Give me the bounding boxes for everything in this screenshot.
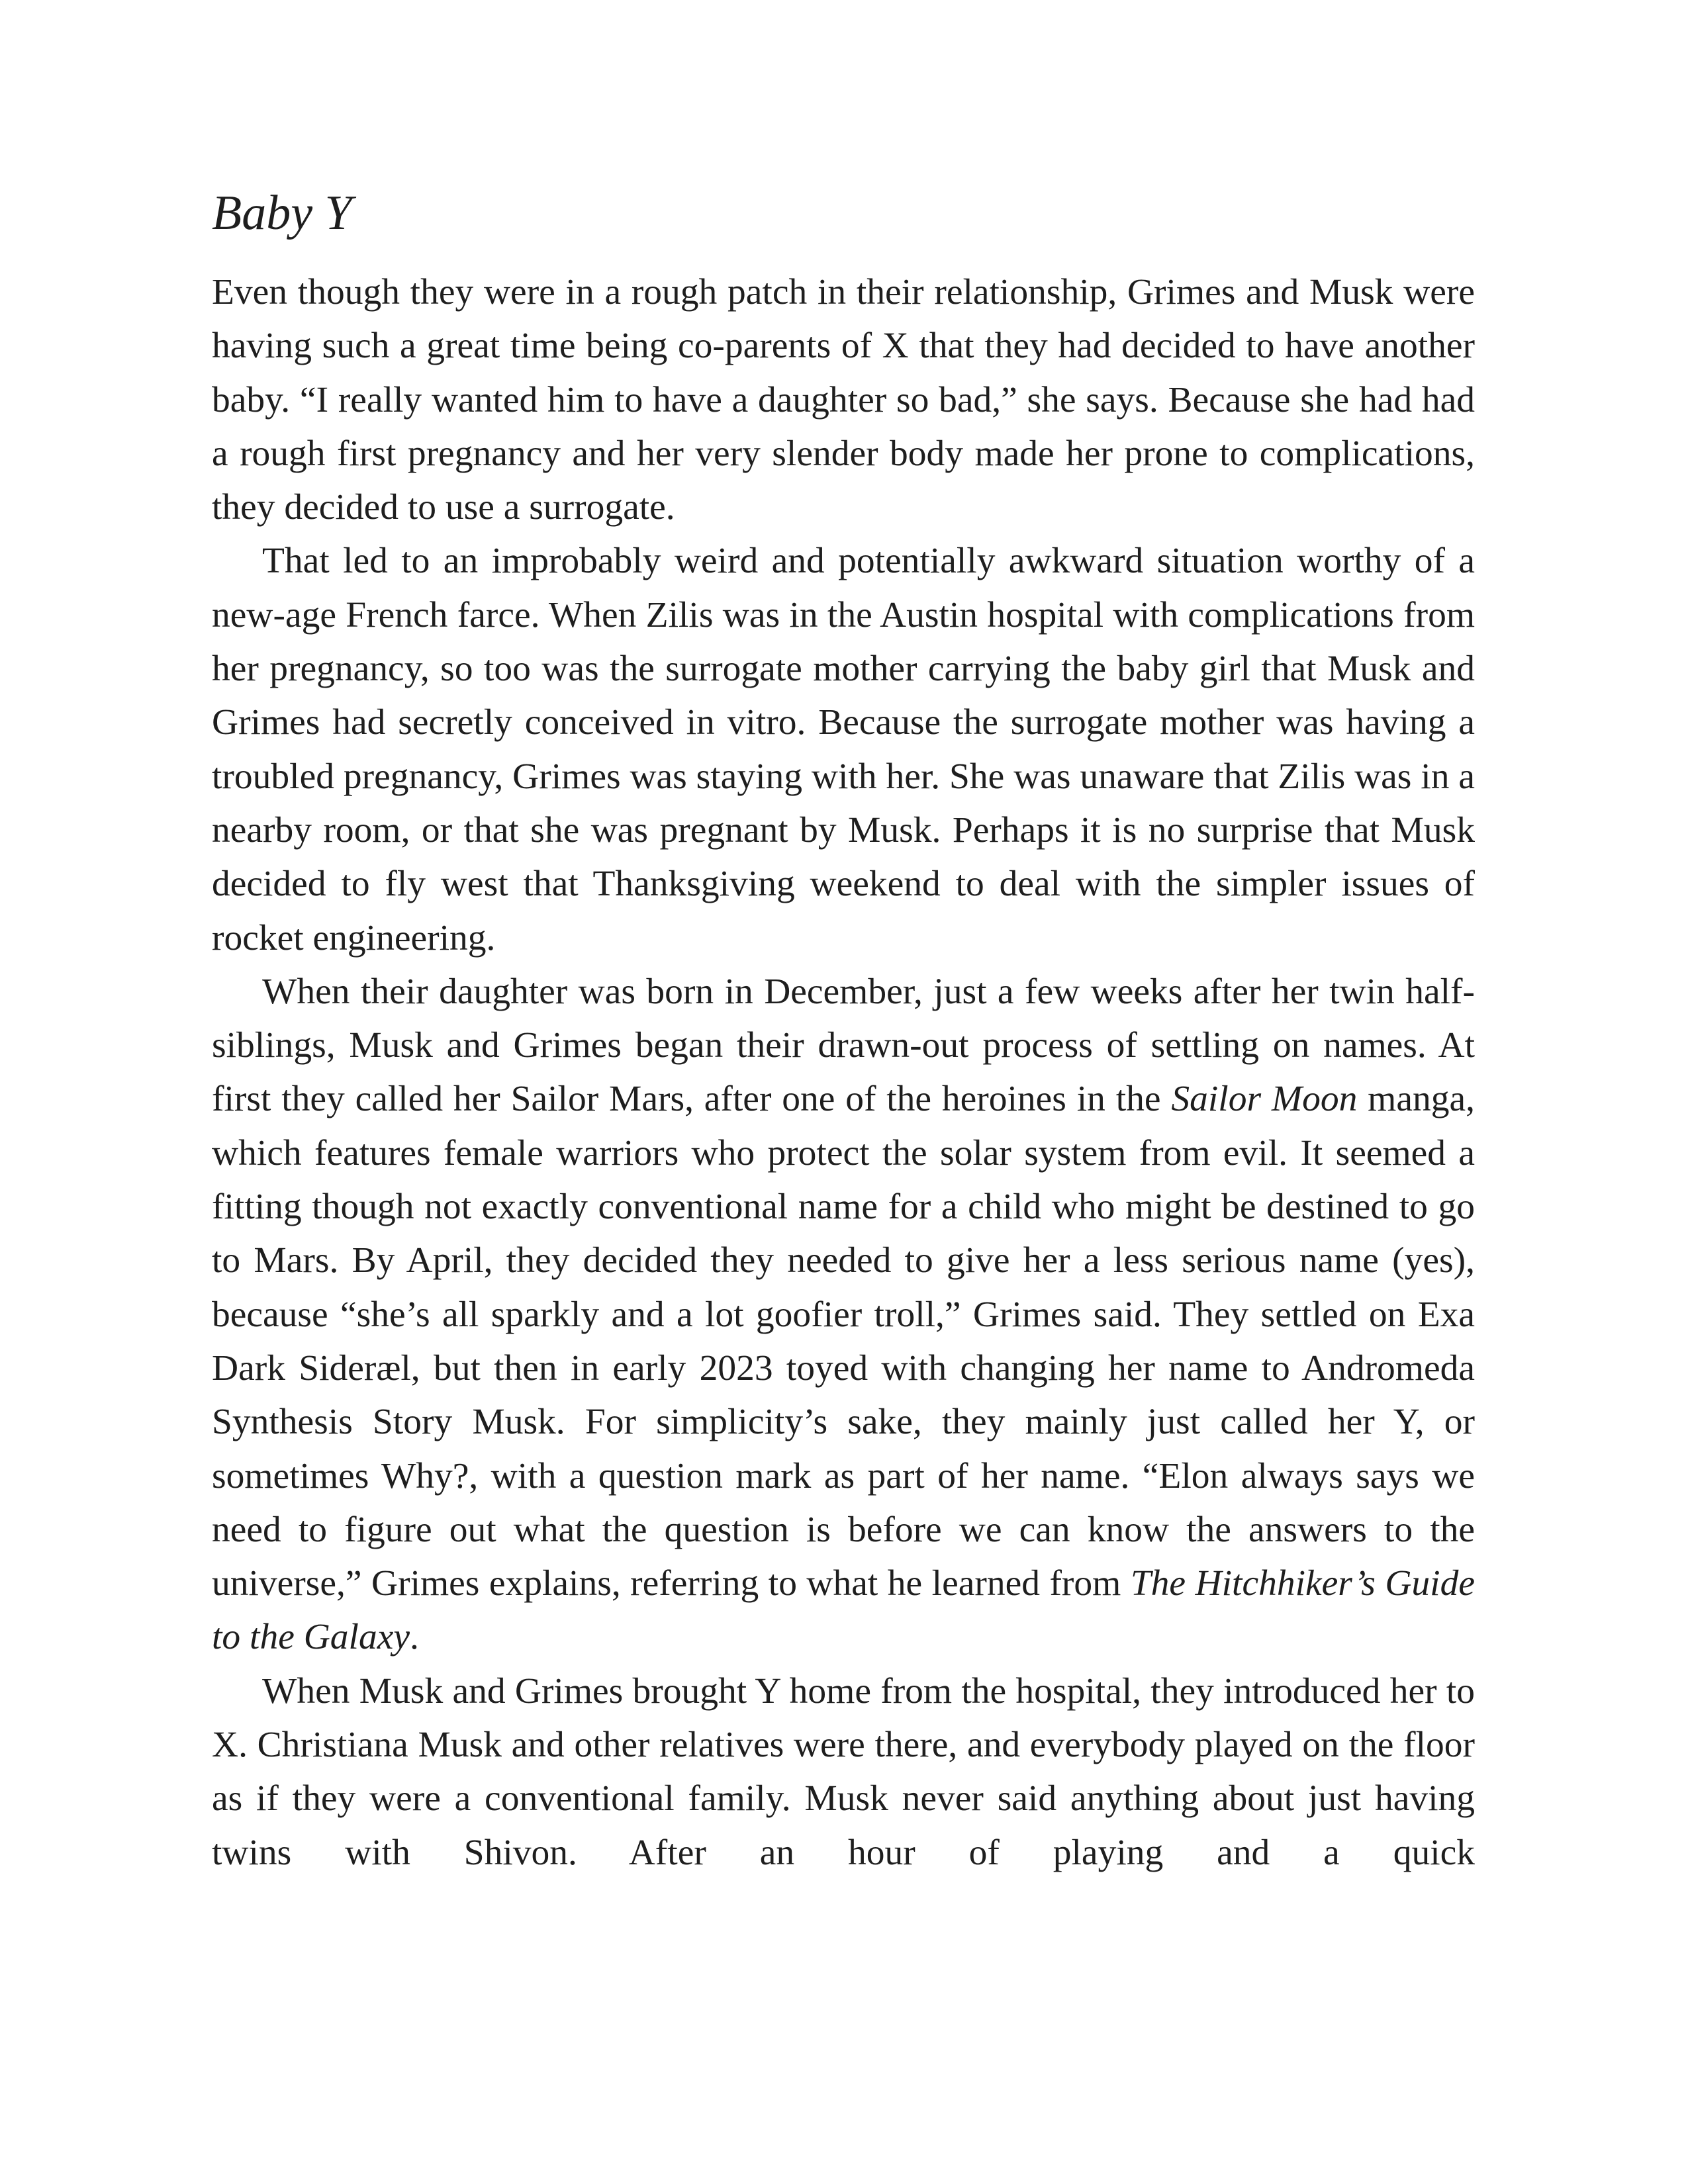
paragraph-2 xyxy=(212,534,1475,964)
paragraph-1 xyxy=(212,265,1475,534)
paragraph-3-text-a: When their daughter was born in December, just a few weeks after her twin half-siblings, Musk and Grimes began their drawn-out process of settling on names. At first they called her Sailor Mars, after one of the heroines in the xyxy=(212,971,1475,1120)
book-page xyxy=(212,186,1475,1880)
sailor-moon-title: Sailor Moon xyxy=(1171,1079,1358,1120)
paragraph-3 xyxy=(212,965,1475,1664)
paragraph-4 xyxy=(212,1664,1475,1880)
paragraph-4-text: When Musk and Grimes brought Y home from the hospital, they introduced her to X. Christiana Musk and other relatives were there, and everybody played on the floor as if they were a conventional family. Musk never said anything about just having twins with Shivon. After an hour of playing and a quick xyxy=(212,1670,1475,1873)
hitchhikers-guide-title: The Hitchhiker’s Guide to the Galaxy xyxy=(212,1563,1475,1658)
paragraph-2-text: That led to an improbably weird and potentially awkward situation worthy of a new-age French farce. When Zilis was in the Austin hospital with complications from her pregnancy, so too was the surrogate mother carrying the baby girl that Musk and Grimes had secretly conceived in vitro. Because the surrogate mother was having a troubled pregnancy, Grimes was staying with her. She was unaware that Zilis was in a nearby room, or that she was pregnant by Musk. Perhaps it is no surprise that Musk decided to fly west that Thanksgiving weekend to deal with the simpler issues of rocket engineering. xyxy=(212,541,1475,958)
paragraph-1-text: Even though they were in a rough patch in their relationship, Grimes and Musk were having such a great time being co-parents of X that they had decided to have another baby. “I really wanted him to have a daughter so bad,” she says. Because she had had a rough first pregnancy and her very slender body made her prone to complications, they decided to use a surrogate. xyxy=(212,272,1475,528)
section-title: Baby Y xyxy=(212,186,352,240)
paragraph-3-text-b: manga, which features female warriors who protect the solar system from evil. It seemed a fitting though not exactly conventional name for a child who might be destined to go to Mars. By April, they decided they needed to give her a less serious name (yes), because “she’s all sparkly and a lot goofier troll,” Grimes said. They settled on Exa Dark Sideræl, but then in early 2023 toyed with changing her name to Andromeda Synthesis Story Musk. For simplicity’s sake, they mainly just called her Y, or sometimes Why?, with a question mark as part of her name. “Elon always says we need to figure out what the question is before we can know the answers to the universe,” Grimes explains, referring to what he learned from xyxy=(212,1079,1475,1604)
paragraph-3-text-c: . xyxy=(410,1617,419,1658)
